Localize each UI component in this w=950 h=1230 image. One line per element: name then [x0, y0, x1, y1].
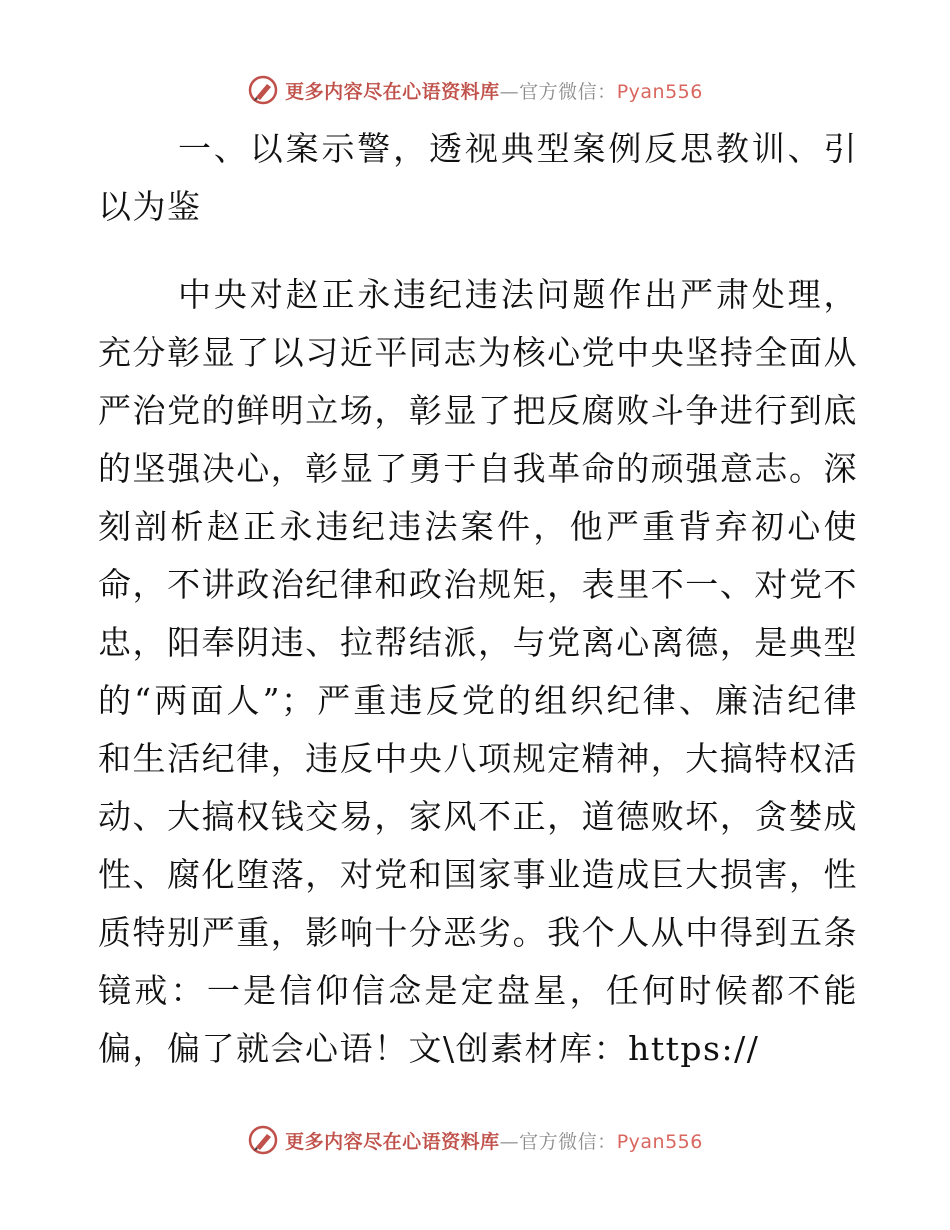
- watermark-text: 更多内容尽在心语资料库—官方微信：Pyan556: [285, 1130, 703, 1153]
- document-body: [98, 120, 858, 1078]
- pen-nib-logo-icon: [247, 74, 279, 106]
- section-heading: 一、以案示警，透视典型案例反思教训、引以为鉴: [98, 129, 858, 226]
- watermark-banner-bottom: [0, 1120, 950, 1160]
- watermark-banner-top: [0, 70, 950, 110]
- pen-nib-logo-icon: [247, 1124, 279, 1156]
- watermark-text: 更多内容尽在心语资料库—官方微信：Pyan556: [285, 80, 703, 103]
- body-paragraph: 中央对赵正永违纪违法问题作出严肃处理，充分彰显了以习近平同志为核心党中央坚持全面从严治党的鲜明立场，彰显了把反腐败斗争进行到底的坚强决心，彰显了勇于自我革命的顽强意志。深刻剖析赵正永违纪违法案件，他严重背弃初心使命，不讲政治纪律和政治规矩，表里不一、对党不忠，阳奉阴违、拉帮结派，与党离心离德，是典型的“两面人”；严重违反党的组织纪律、廉洁纪律和生活纪律，违反中央八项规定精神，大搞特权活动、大搞权钱交易，家风不正，道德败坏，贪婪成性、腐化堕落，对党和国家事业造成巨大损害，性质特别严重，影响十分恶劣。我个人从中得到五条镜戒：一是信仰信念是定盘星，任何时候都不能偏，偏了就会心语！文\创素材库：https://: [98, 275, 858, 1068]
